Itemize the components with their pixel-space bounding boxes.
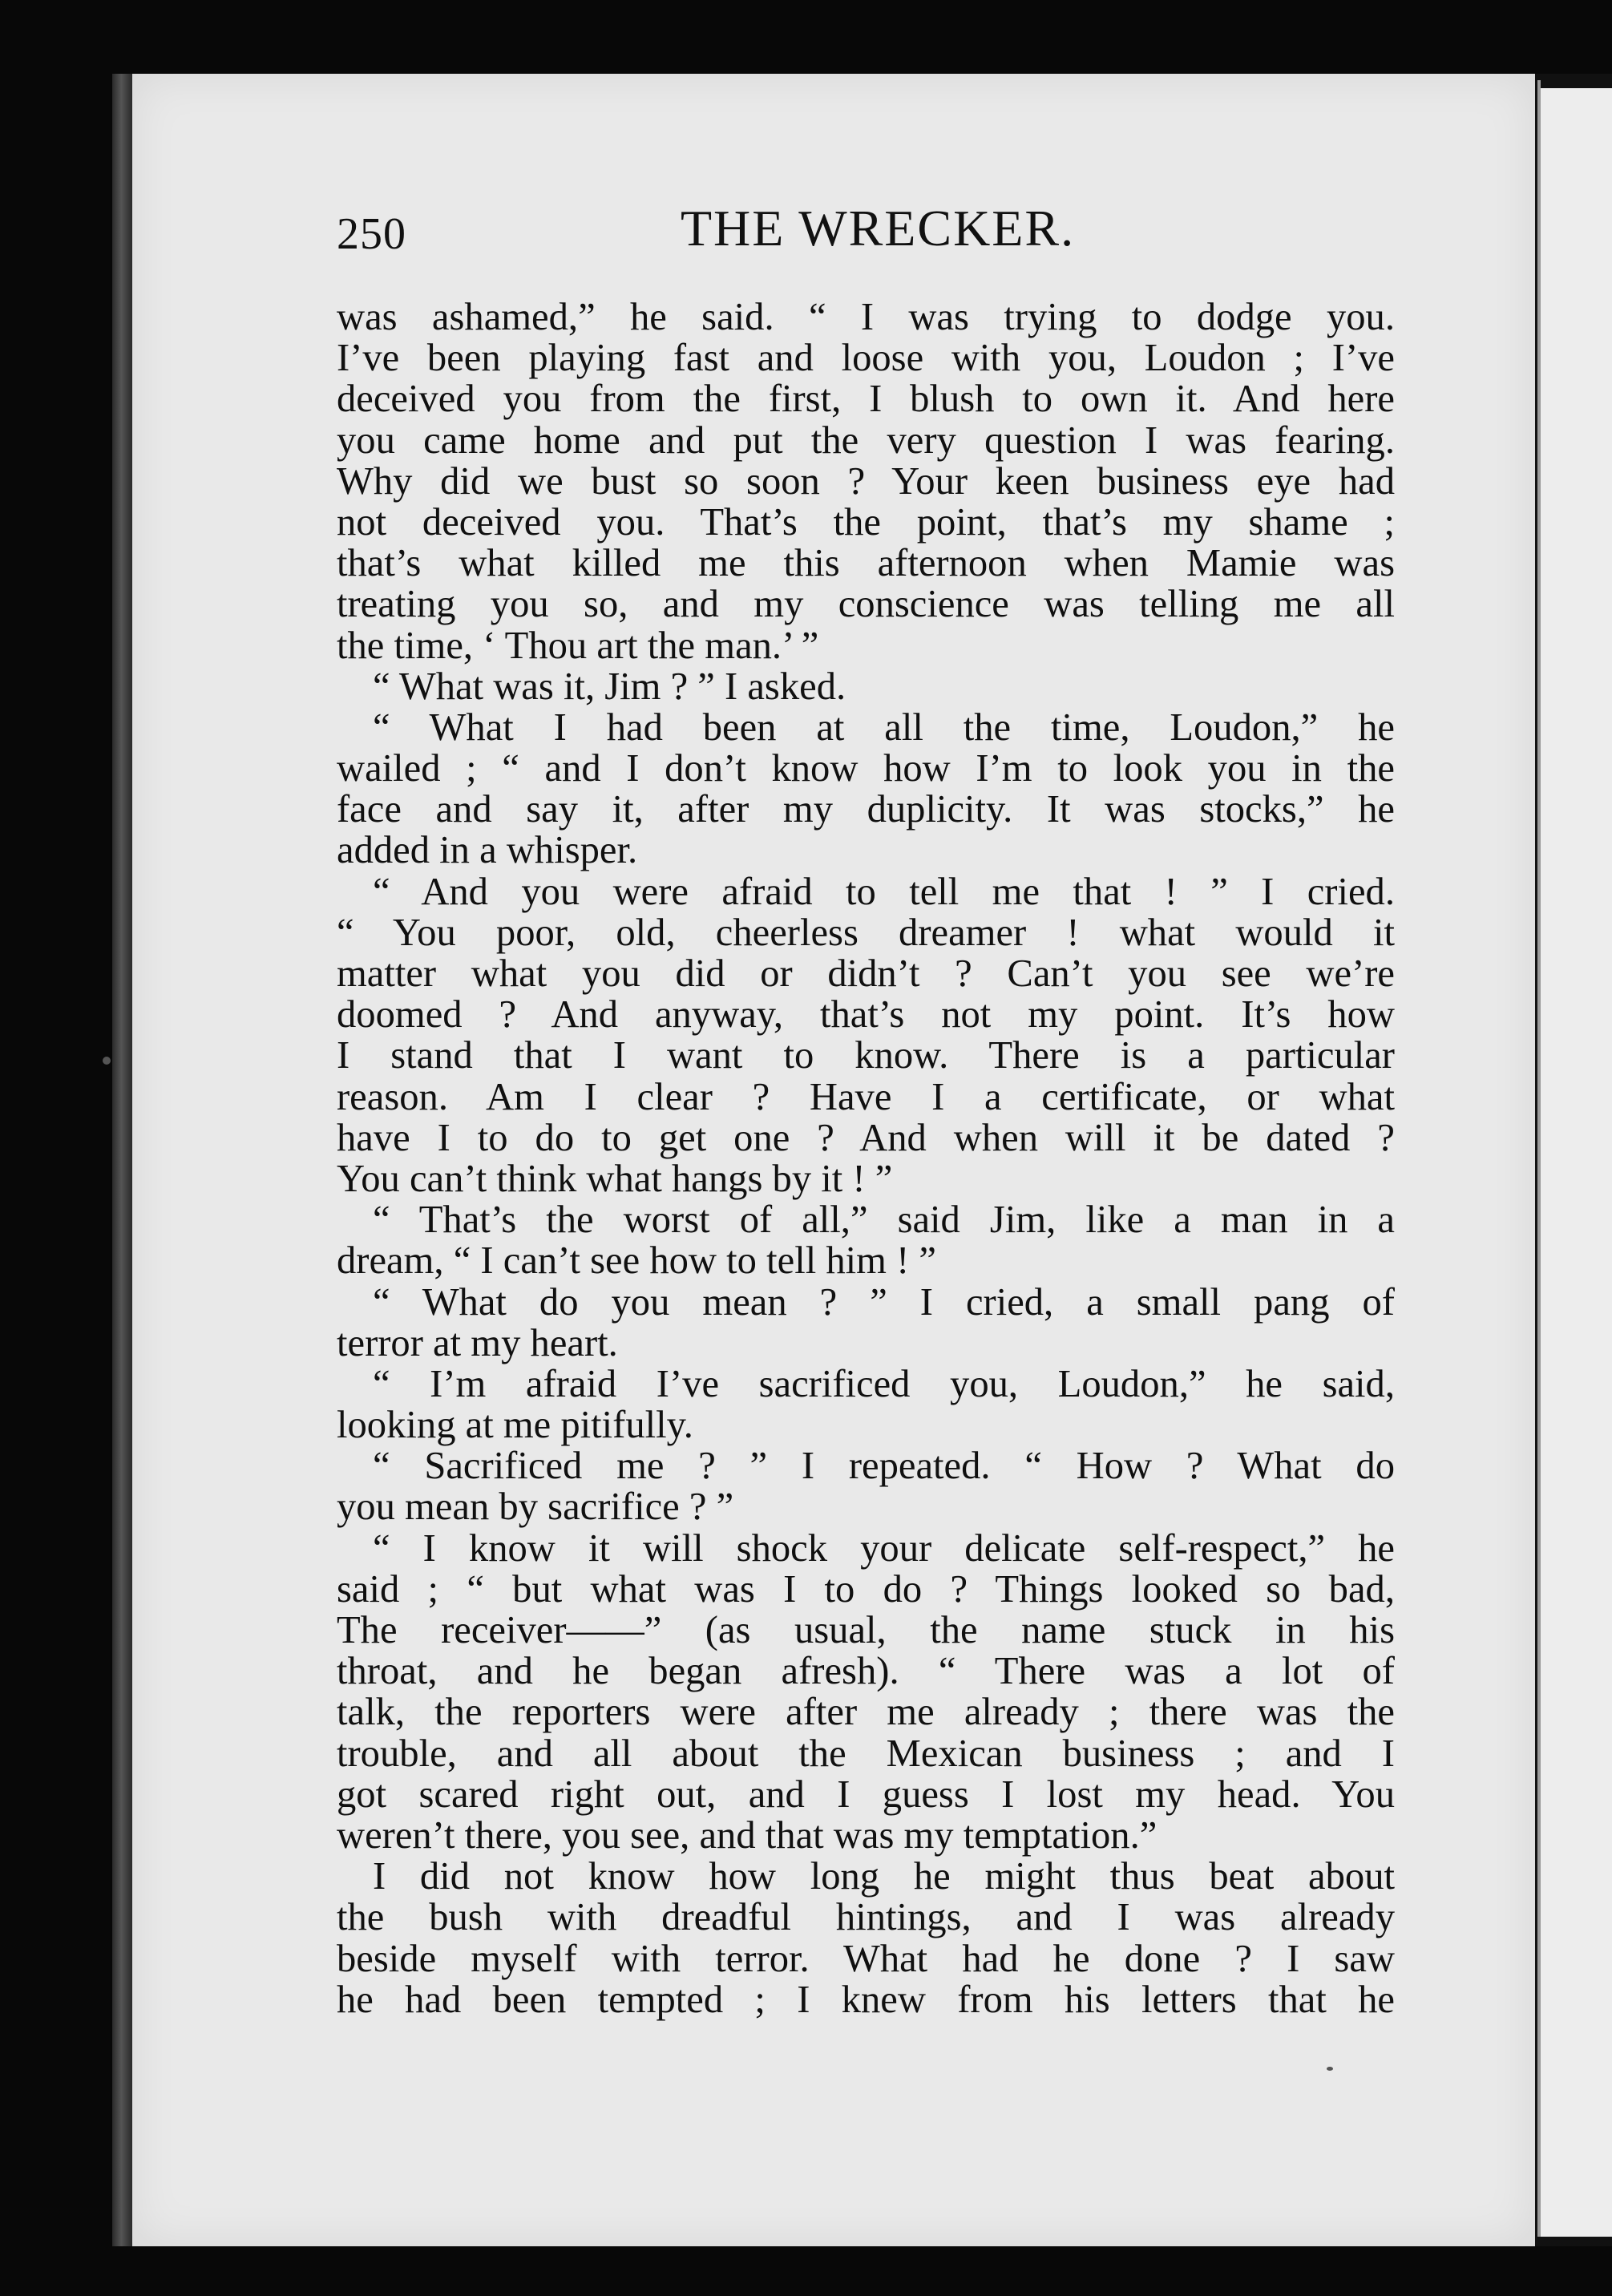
text-line: matter what you did or didn’t ? Can’t you see we’re [337, 952, 1395, 995]
text-line: the time, ‘ Thou art the man.’ ” [337, 623, 819, 667]
text-line: he had been tempted ; I knew from his letters that he [337, 1977, 1395, 2021]
text-line: reason. Am I clear ? Have I a certificate, or what [337, 1074, 1395, 1118]
text-line: not deceived you. That’s the point, that’s my shame ; [337, 499, 1395, 544]
text-line: you mean by sacrifice ? ” [337, 1485, 734, 1529]
text-line: was ashamed,” he said. “ I was trying to dodge you. [337, 295, 1395, 338]
text-line: dream, “ I can’t see how to tell him ! ” [337, 1239, 936, 1283]
text-line: I stand that I want to know. There is a particular [337, 1033, 1395, 1077]
text-line: talk, the reporters were after me already ; there was the [337, 1690, 1395, 1734]
text-line: You can’t think what hangs by it ! ” [337, 1156, 893, 1200]
text-line: “ Sacrificed me ? ” I repeated. “ How ? What do [373, 1444, 1395, 1488]
text-line: got scared right out, and I guess I lost my head. You [337, 1772, 1395, 1816]
text-line: I’ve been playing fast and loose with you, Loudon ; I’ve [337, 336, 1395, 380]
text-line: have I to do to get one ? And when will it be dated ? [337, 1115, 1395, 1159]
speck-mark [103, 1057, 111, 1065]
text-line: face and say it, after my duplicity. It was stocks,” he [337, 787, 1395, 831]
text-line: treating you so, and my conscience was telling me all [337, 582, 1395, 626]
text-line: “ I’m afraid I’ve sacrificed you, Loudon,” he said, [373, 1361, 1395, 1405]
body-text [337, 297, 1395, 2020]
text-line: the bush with dreadful hintings, and I was already [337, 1895, 1395, 1939]
text-line: “ What do you mean ? ” I cried, a small pang of [373, 1279, 1395, 1324]
text-line: “ You poor, old, cheerless dreamer ! what would it [337, 910, 1395, 954]
text-line: throat, and he began afresh). “ There was a lot of [337, 1649, 1395, 1693]
text-line: I did not know how long he might thus beat about [373, 1854, 1395, 1898]
text-line: “ What I had been at all the time, Loudon,” he [373, 705, 1395, 749]
text-line: “ And you were afraid to tell me that ! ” I cried. [373, 869, 1395, 913]
text-line: weren’t there, you see, and that was my temptation.” [337, 1813, 1157, 1857]
text-line: “ I know it will shock your delicate self-respect,” he [373, 1526, 1395, 1570]
text-line: “ That’s the worst of all,” said Jim, like a man in a [373, 1198, 1395, 1242]
running-title: THE WRECKER. [680, 200, 1076, 257]
text-line: terror at my heart. [337, 1320, 618, 1364]
text-line: Why did we bust so soon ? Your keen business eye had [337, 459, 1395, 503]
text-line: “ What was it, Jim ? ” I asked. [373, 664, 846, 708]
text-line: added in a whisper. [337, 828, 638, 872]
text-line: you came home and put the very question I was fearing. [337, 418, 1395, 462]
page-number: 250 [337, 209, 406, 259]
text-line: trouble, and all about the Mexican business ; and I [337, 1731, 1395, 1775]
text-line: The receiver——” (as usual, the name stuck in his [337, 1608, 1395, 1651]
speck-mark [1327, 2067, 1333, 2071]
text-line: beside myself with terror. What had he done ? I saw [337, 1936, 1395, 1980]
facing-page-strip [1541, 88, 1612, 2237]
book-binding-edge [112, 74, 135, 2246]
text-line: doomed ? And anyway, that’s not my point. It’s how [337, 992, 1395, 1037]
text-line: deceived you from the first, I blush to own it. And here [337, 377, 1395, 421]
text-line: said ; “ but what was I to do ? Things looked so bad, [337, 1566, 1395, 1611]
text-line: looking at me pitifully. [337, 1403, 693, 1447]
text-line: wailed ; “ and I don’t know how I’m to look you in the [337, 746, 1395, 790]
page-header [337, 199, 1403, 271]
text-line: that’s what killed me this afternoon when Mamie was [337, 541, 1395, 585]
